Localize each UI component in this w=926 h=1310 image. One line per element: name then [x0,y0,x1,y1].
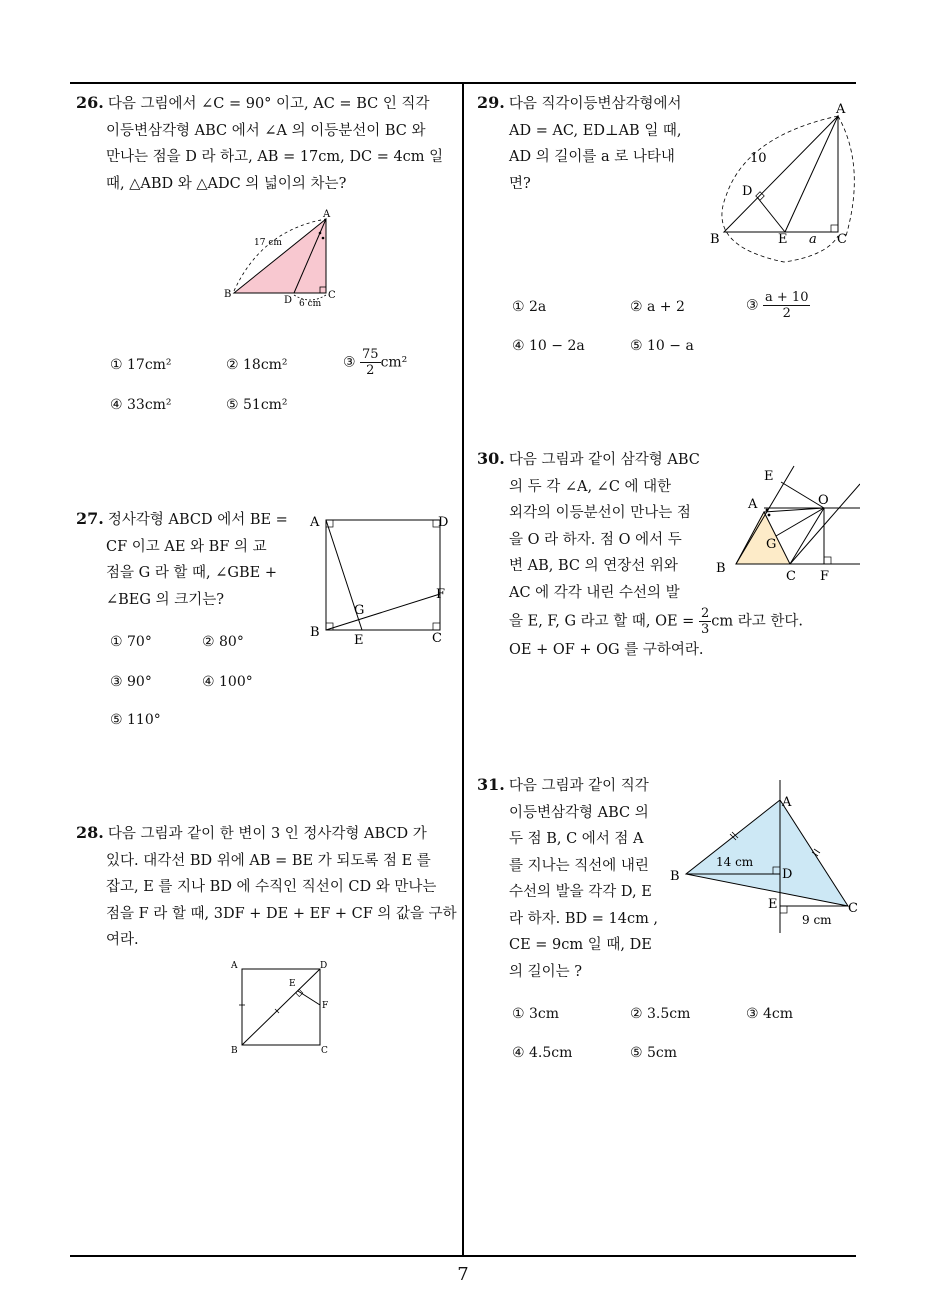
choice-2[interactable]: ② 80° [202,634,244,650]
label-bd-length: 14 cm [716,855,754,869]
choice-4[interactable]: ④ 10 − 2a [512,338,585,354]
label-C: C [321,1046,328,1056]
question-text: 다음 그림과 같이 한 변이 3 인 정사각형 ABCD 가 [107,826,427,842]
label-E: E [354,633,364,648]
bottom-rule [70,1255,856,1257]
label-A: A [231,961,238,971]
figure-26-triangle [222,205,347,310]
question-26 [76,90,456,197]
question-text: AD 의 길이를 a 로 나타내 [509,149,675,165]
label-A: A [836,102,846,117]
question-text: 만나는 점을 D 라 하고, AB = 17cm, DC = 4cm 일 [106,149,444,165]
question-number: 26. [76,93,104,112]
label-C: C [848,901,858,916]
question-text: ∠BEG 의 크기는? [106,591,224,608]
question-text: 의 두 각 ∠A, ∠C 에 대한 [509,478,672,495]
choice-5[interactable]: ⑤ 110° [110,712,161,728]
label-A: A [748,497,758,512]
question-text: 외각의 이등분선이 만나는 점 [509,505,691,521]
question-text: 수선의 발을 각각 D, E [509,884,652,900]
choice-3[interactable] [746,290,810,321]
choice-4[interactable]: ④ 33cm² [110,397,172,413]
choice-1[interactable]: ① 70° [110,634,152,650]
label-G: G [766,537,777,552]
question-text: 다음 직각이등변삼각형에서 [508,96,682,112]
label-C: C [432,631,442,646]
question-text: 여라. [106,932,139,948]
choice-4[interactable]: ④ 4.5cm [512,1045,573,1061]
figure-29-triangle [706,96,866,271]
label-D: D [782,867,793,882]
label-B: B [231,1046,238,1056]
choice-5[interactable]: ⑤ 51cm² [226,397,288,413]
label-B: B [710,232,720,247]
label-B: B [670,869,680,884]
question-28 [76,820,458,954]
label-E: E [768,897,778,912]
choice-1[interactable]: ① 3cm [512,1006,560,1022]
choice-5[interactable]: ⑤ 10 − a [630,338,694,354]
page-number: 7 [457,1264,469,1285]
choice-4[interactable]: ④ 100° [202,674,253,690]
question-text: CE = 9cm 일 때, DE [509,937,652,953]
question-number: 30. [477,449,505,468]
figure-28-square [226,955,341,1060]
question-number: 28. [76,823,104,842]
question-text: 때, △ABD 와 △ADC 의 넓이의 차는? [106,175,347,192]
choice-3[interactable]: ③ 90° [110,674,152,690]
question-text: 정사각형 ABCD 에서 BE = [107,512,288,528]
figure-31-triangle [668,778,864,938]
choice-1[interactable]: ① 17cm² [110,357,172,373]
unit: cm² [380,354,408,371]
question-text: 면? [509,175,531,192]
label-E: E [778,232,788,247]
choice-3[interactable] [343,347,407,378]
question-text: 다음 그림과 같이 삼각형 ABC [508,452,700,468]
question-text: 이등변삼각형 ABC 에서 ∠A 의 이등분선이 BC 와 [106,122,426,139]
label-C: C [837,232,847,247]
question-text: cm 라고 한다. [711,613,803,630]
label-B: B [224,289,232,300]
question-text: 두 점 B, C 에서 점 A [509,831,644,847]
question-text: AC 에 각각 내린 수선의 발 [509,584,680,601]
question-text: CF 이고 AE 와 BF 의 교 [106,538,267,555]
label-A: A [310,515,320,530]
label-F: F [436,587,446,602]
label-10: 10 [750,151,767,166]
label-B: B [716,561,726,576]
label-D: D [742,184,753,199]
label-ab-length: 17 cm [254,238,282,248]
question-text: 을 O 라 하자. 점 O 에서 두 [509,531,682,548]
question-text: 을 E, F, G 라고 할 때, OE = [509,613,695,630]
label-F: F [820,569,830,584]
question-text: AD = AC, ED⊥AB 일 때, [509,122,682,139]
question-number: 27. [76,509,104,528]
label-D: D [438,515,449,530]
choice-2[interactable]: ② a + 2 [630,299,685,315]
label-G: G [354,603,365,618]
question-text: OE + OF + OG 를 구하여라. [509,642,704,658]
label-A: A [782,795,792,810]
choice-5[interactable]: ⑤ 5cm [630,1045,678,1061]
choice-2[interactable]: ② 18cm² [226,357,288,373]
label-E: E [764,469,774,484]
question-31 [477,772,677,985]
label-E: E [289,979,296,989]
fraction: $\frac{a + 10}{2}$ [765,290,809,321]
question-text: 를 지나는 직선에 내린 [509,857,649,874]
choice-marker: ③ [343,354,356,371]
column-divider [462,82,464,1257]
question-text: 잡고, E 를 지나 BD 에 수직인 직선이 CD 와 만나는 [106,879,437,895]
question-text: 다음 그림과 같이 직각 [508,778,649,794]
label-bc-length: 6 cm [299,299,322,309]
label-O: O [818,493,829,508]
choice-2[interactable]: ② 3.5cm [630,1006,691,1022]
question-text: 다음 그림에서 ∠C = 90° 이고, AC = BC 인 직각 [107,96,430,112]
question-text: 이등변삼각형 ABC 의 [509,804,649,821]
label-ce-length: 9 cm [802,913,832,927]
label-F: F [322,1001,329,1011]
fraction: $\frac{75}{2}$ [362,347,379,378]
label-D: D [284,295,293,306]
question-text: 점을 F 라 할 때, 3DF + DE + EF + CF 의 값을 구하 [106,905,457,922]
label-B: B [310,625,320,640]
question-number: 29. [477,93,505,112]
question-text: 변 AB, BC 의 연장선 위와 [509,558,678,574]
choice-3[interactable]: ③ 4cm [746,1006,794,1022]
question-text: 라 하자. BD = 14cm , [509,910,659,927]
figure-27-square [306,508,456,648]
question-number: 31. [477,775,505,794]
question-text: 점을 G 라 할 때, ∠GBE + [106,565,278,581]
question-29 [477,90,717,197]
figure-30-triangle [714,464,860,586]
question-text: 의 길이는 ? [509,963,583,980]
label-a: a [809,232,817,247]
label-D: D [320,961,328,971]
question-text: 있다. 대각선 BD 위에 AB = BE 가 되도록 점 E 를 [106,852,431,869]
fraction: $\frac{2}{3}$ [700,606,710,637]
choice-1[interactable]: ① 2a [512,299,547,315]
label-A: A [323,209,331,220]
label-C: C [786,569,796,584]
question-27 [76,506,306,613]
choice-marker: ③ [746,297,759,314]
label-C: C [328,290,336,301]
